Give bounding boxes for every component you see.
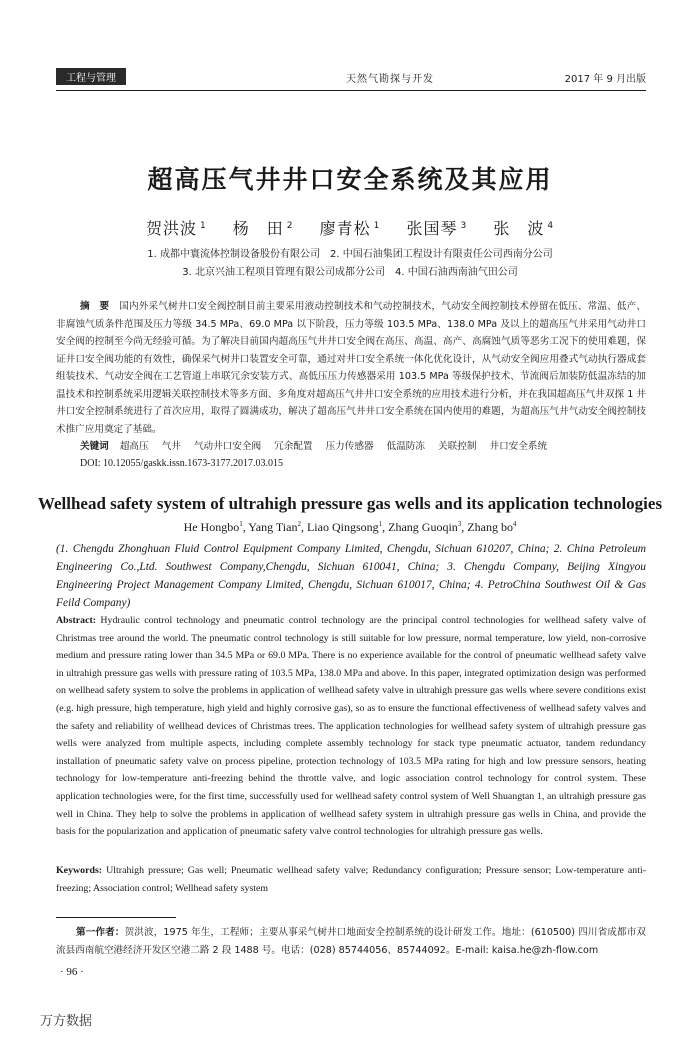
en-author: Zhang $bo^4$ xyxy=(467,520,517,534)
cn-keyword: 压力传感器 xyxy=(325,441,374,452)
en-abstract-text: Hydraulic control technology and pneumatic control technology are the principal control technologies for wellhead safety valve of Christmas tree around the world. The pneumatic control technology is still suitable for low pressure, normal temperature, low yield, non-corrosive medium and pressure rating lower than 34.5 MPa or 69.0 MPa. There is no experience available for the control of pneumatic wellhead safety valve in ultrahigh pressure gas wells with pressure rating of 103.5 MPa, 138.0 MPa and above. In this paper, integrated optimization design was performed on wellhead safety system to solve the problems in application of wellhead safety valve in ultrahigh pressure gas wells where severe conditions exist (e.g. high pressure, high temperature, high yield and highly corrosive gas), so as to ensure the functional effectiveness of wellhead safety valves and the safety and reliability of wellhead devices of Christmas trees. The application technologies for wellhead safety system of ultrahigh pressure gas wells were analyzed from multiple aspects, including complete assembly technology for stack type pneumatic actuator, tandem redundancy installation of pneumatic safety valve on process pipeline, protection technology of 103.5 MPa rating for high and low pressure sensors, heating technology for low-temperature anti-freezing behind the throttle valve, and logic association control technology for control system. These application technologies were, for the first time, successfully used for wellhead safety control system of Well Shuangtan 1, an ultrahigh pressure gas well in China. They help to solve the problems in application of wellhead safety system in ultrahigh pressure gas wells in China, and provide the basis for the popularization and application of pneumatic safety valve control technologies for ultrahigh pressure gas wells. xyxy=(56,615,647,838)
footnote-label: 第一作者： xyxy=(76,927,125,938)
section-tag: 工程与管理 xyxy=(56,68,126,85)
en-keywords xyxy=(56,862,646,897)
cn-keyword: 超高压 xyxy=(119,441,149,452)
cn-author: 贺洪波 $^1$ xyxy=(145,219,207,238)
page-number: · 96 · xyxy=(60,966,84,978)
cn-abstract-text: 国内外采气树井口安全阀控制目前主要采用液动控制技术和气动控制技术，气动安全阀控制技术停留在低压、常温、低产、非腐蚀气质条件范围及压力等级 34.5 MPa、69.0 MPa 以下阶段，压力等级 103.5 MPa、138.0 MPa 及以上的超高压气井采用气动井口安全阀的控制至今尚无经验可循。为了解决目前国内超高压气井井口安全阀在高压、高温、高产、高腐蚀气质等恶劣工况下的使用难题，保证井口安全阀功能的有效性，确保采气树井口装置安全可靠，通过对井口安全系统一体化优化设计，从气动安全阀应用叠式气动执行器成套组装技术、气动安全阀在工艺管道上串联冗余安装方式、高低压压力传感器采用 103.5 MPa 等级保护技术、节流阀后加装防低温冻结的加温技术和控制系统采用逻辑关联控制技术等多方面、多角度对超高压气井井口安全系统的应用技术进行分析，并在我国超高压气井双探 1 井井口安全控制系统进行了首次应用，取得了圆满成功，解决了超高压气井井口安全系统在国内使用的难题，为超高压气井气动安全阀控制技术推广应用奠定了基础。 xyxy=(56,301,647,435)
cn-keyword: 关联控制 xyxy=(438,441,477,452)
en-abstract xyxy=(56,612,646,841)
author-footnote xyxy=(56,924,646,960)
cn-title: 超高压气井井口安全系统及其应用 xyxy=(147,165,553,194)
watermark: 万方数据 xyxy=(40,1014,93,1029)
cn-keyword: 气动井口安全阀 xyxy=(193,441,262,452)
cn-author: 张 波 $^4$ xyxy=(493,219,555,238)
cn-abstract xyxy=(56,298,646,438)
en-title: Wellhead safety system of ultrahigh pressure gas wells and its application technologies xyxy=(37,494,663,513)
cn-author: 廖青松 $^1$ xyxy=(319,219,381,238)
cn-keyword: 井口安全系统 xyxy=(489,441,548,452)
footnote-divider xyxy=(56,917,176,918)
cn-affiliations-line2: 3. 北京兴油工程项目管理有限公司成都分公司 4. 中国石油西南油气田公司 xyxy=(182,267,518,278)
cn-authors xyxy=(0,216,700,239)
en-affiliations: (1. Chengdu Zhonghuan Fluid Control Equipment Company Limited, Chengdu, Sichuan 610207, China; 2. China Petroleum Engineering Co.,Ltd. Southwest Company,Chengdu, Sichuan 610041, China; 3. Chengdu Company, Beijing Xingyou Engineering Project Management Company Limited, Chengdu, Sichuan 610017, China; 4. PetroChina Southwest Oil & Gas Feild Company) xyxy=(56,543,646,609)
running-header xyxy=(56,64,646,91)
cn-keywords xyxy=(80,438,646,452)
cn-author: 张国琴 $^3$ xyxy=(406,219,468,238)
en-author: Zhang Guoqin$^3$ xyxy=(388,520,462,534)
en-author: Liao Qingsong$^1$ xyxy=(306,520,383,534)
cn-author: 杨 田 $^2$ xyxy=(232,219,294,238)
journal-name: 天然气勘探与开发 xyxy=(346,74,434,85)
issue-date: 2017 年 9 月出版 xyxy=(564,74,646,85)
en-abstract-label: Abstract: xyxy=(56,615,97,626)
cn-keyword: 气井 xyxy=(161,441,181,452)
cn-affiliations-line1: 1. 成都中寰流体控制设备股份有限公司 2. 中国石油集团工程设计有限责任公司西南分公司 xyxy=(147,249,553,260)
en-keywords-text: Ultrahigh pressure; Gas well; Pneumatic wellhead safety valve; Redundancy configuration; Pressure sensor; Low-temperature anti-freezing; Association control; Wellhead safety system xyxy=(56,865,647,894)
cn-keyword: 冗余配置 xyxy=(274,441,313,452)
en-authors: He Hongbo$^1$, Yang Tian$^2$, Liao Qingsong$^1$, Zhang Guoqin$^3$, Zhang $bo^4$ xyxy=(183,520,517,534)
en-author: He Hongbo$^1$ xyxy=(183,520,243,534)
cn-keywords-label: 关键词 xyxy=(80,441,109,452)
en-keywords-label: Keywords: xyxy=(56,865,103,876)
cn-keyword: 低温防冻 xyxy=(386,441,425,452)
cn-abstract-label: 摘 要 xyxy=(80,301,110,312)
footnote-text: 贺洪波，1975 年生，工程师；主要从事采气树井口地面安全控制系统的设计研发工作。地址：(610500) 四川省成都市双流县西南航空港经济开发区空港二路 2 段 1488 号。电话：(028) 85744056、85744092。E-mail: kaisa.he@zh-flow.com xyxy=(56,927,647,956)
doi: DOI: 10.12055/gaskk.issn.1673-3177.2017.03.015 xyxy=(80,458,284,469)
en-author: Yang Tian$^2$ xyxy=(248,520,301,534)
